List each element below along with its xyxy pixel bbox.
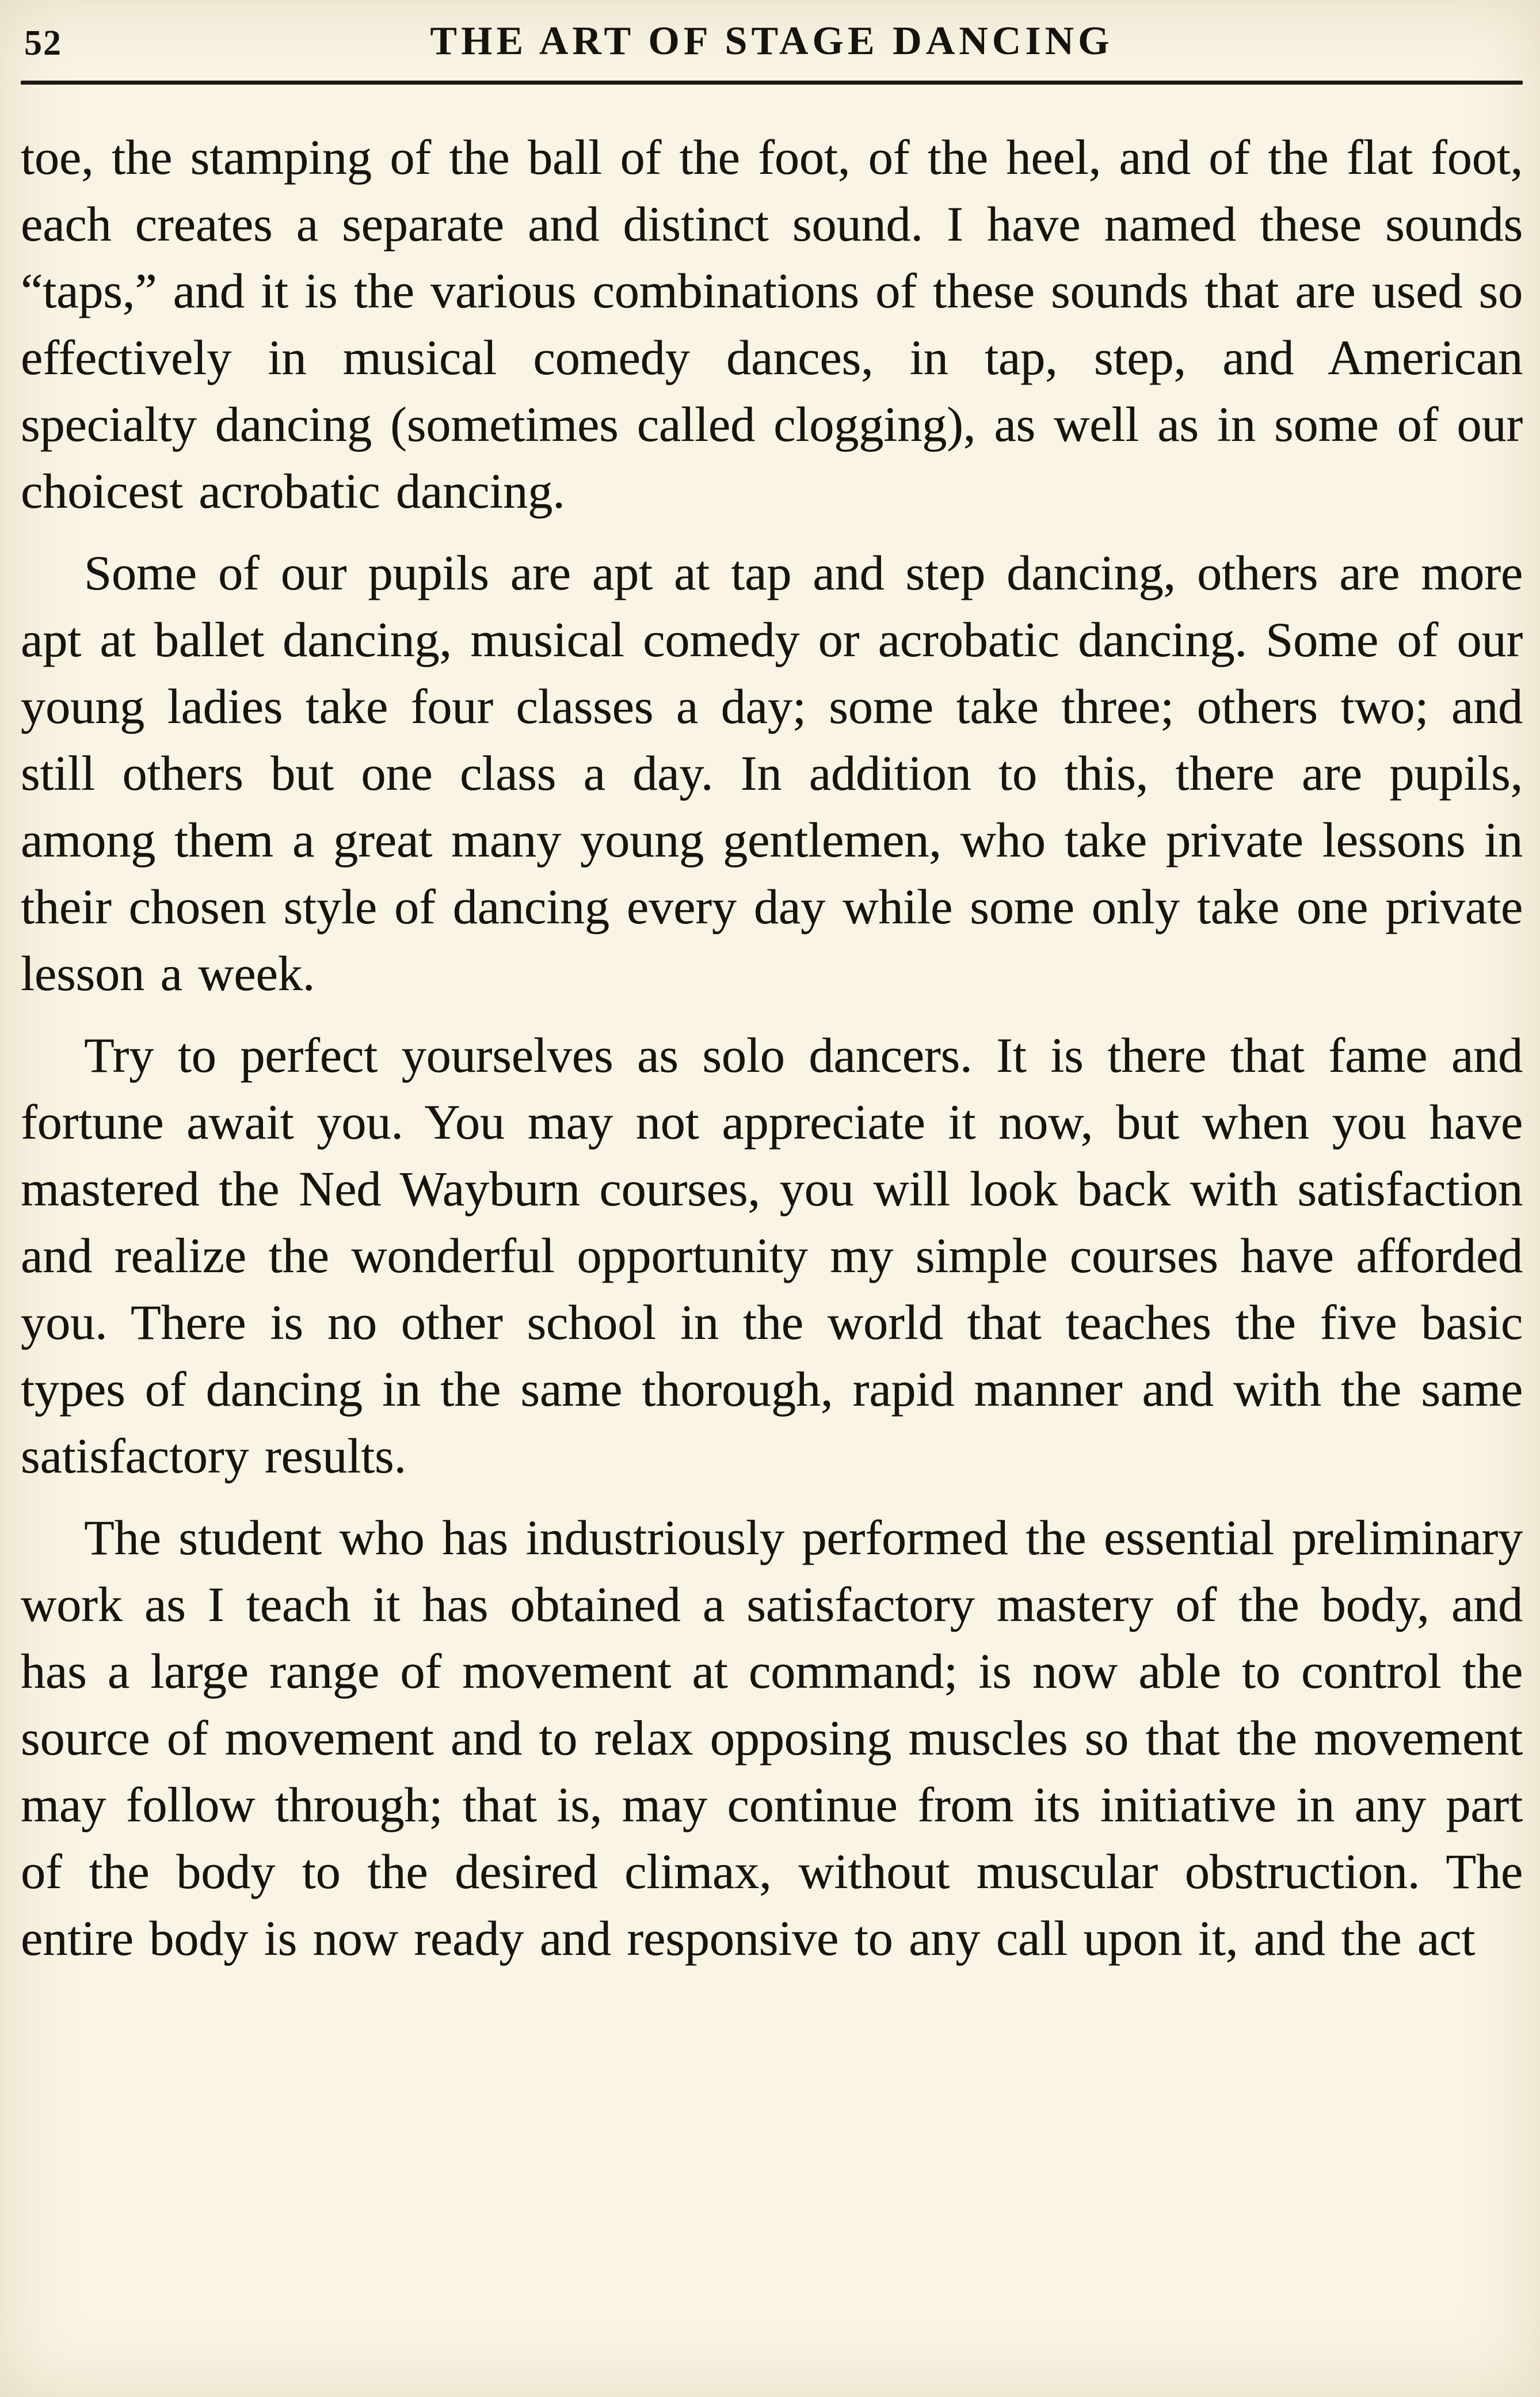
paragraph: Try to perfect yourselves as solo dancers. It is there that fame and fortune await you. You may not appreciate it now, but when you have mastered the Ned Wayburn courses, you will look back with satisfaction and realize the wonderful opportunity my simple courses have afforded you. There is no other school in the world that teaches the five basic types of dancing in the same thorough, rapid manner and with the same satisfactory results. xyxy=(21,1028,1523,1483)
page-body xyxy=(21,85,1523,1972)
page-number: 52 xyxy=(24,24,62,63)
page-header xyxy=(21,15,1523,75)
running-title: THE ART OF STAGE DANCING xyxy=(430,19,1114,63)
header-rule xyxy=(21,81,1523,85)
paragraph: toe, the stamping of the ball of the foot, of the heel, and of the flat foot, each creates a separate and distinct sound. I have named these sounds “taps,” and it is the various combinations of these sounds that are used so effectively in musical comedy dances, in tap, step, and American specialty dancing (sometimes called clogging), as well as in some of our choicest acrobatic dancing. xyxy=(21,130,1523,519)
paragraph: The student who has industriously performed the essential preliminary work as I teach it has obtained a satisfactory mastery of the body, and has a large range of movement at command; is now able to control the source of movement and to relax opposing muscles so that the movement may follow through; that is, may continue from its initiative in any part of the body to the desired climax, without muscular obstruction. The entire body is now ready and responsive to any call upon it, and the act xyxy=(21,1510,1523,1966)
paragraph: Some of our pupils are apt at tap and step dancing, others are more apt at ballet dancing, musical comedy or acrobatic dancing. Some of our young ladies take four classes a day; some take three; others two; and still others but one class a day. In addition to this, there are pupils, among them a great many young gentlemen, who take private lessons in their chosen style of dancing every day while some only take one private lesson a week. xyxy=(21,545,1523,1001)
